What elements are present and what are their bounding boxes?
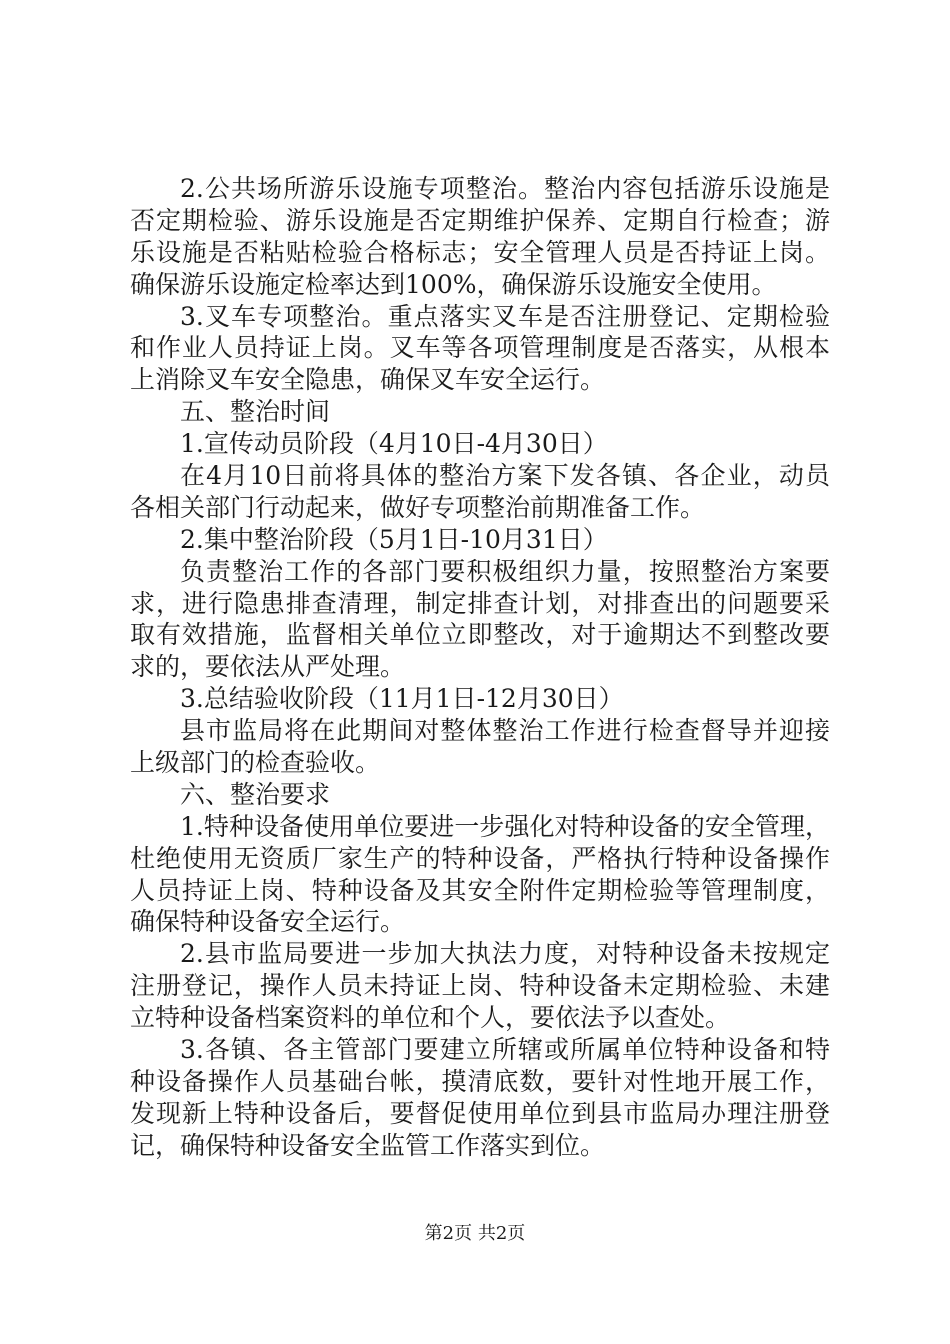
page-footer: 第2页 共2页 <box>424 1223 526 1244</box>
paragraph-line: 记，确保特种设备安全监管工作落实到位。 <box>130 1130 606 1160</box>
paragraph-line: 上消除叉车安全隐患，确保叉车安全运行。 <box>130 365 606 395</box>
paragraph-line: 在4月10日前将具体的整治方案下发各镇、各企业，动员 <box>180 461 830 491</box>
paragraph-line: 2.公共场所游乐设施专项整治。整治内容包括游乐设施是 <box>180 174 830 203</box>
paragraph-line: 确保游乐设施定检率达到100%，确保游乐设施安全使用。 <box>130 269 777 299</box>
section-heading: 六、整治要求 <box>180 779 331 809</box>
paragraph-line: 确保特种设备安全运行。 <box>130 907 406 937</box>
subsection-heading: 2.集中整治阶段（5月1日-10月31日） <box>180 524 608 554</box>
paragraph-line: 取有效措施，监督相关单位立即整改，对于逾期达不到整改要 <box>130 620 830 650</box>
paragraph-line: 3.叉车专项整治。重点落实叉车是否注册登记、定期检验 <box>180 301 830 331</box>
paragraph-line: 上级部门的检查验收。 <box>130 748 381 778</box>
paragraph-line: 注册登记，操作人员未持证上岗、特种设备未定期检验、未建 <box>130 971 830 1001</box>
subsection-heading: 3.总结验收阶段（11月1日-12月30日） <box>180 684 624 714</box>
paragraph-line: 县市监局将在此期间对整体整治工作进行检查督导并迎接 <box>180 716 830 746</box>
paragraph-line: 种设备操作人员基础台帐，摸清底数，要针对性地开展工作， <box>130 1066 830 1096</box>
paragraph-line: 求的，要依法从严处理。 <box>130 652 406 682</box>
paragraph-line: 2.县市监局要进一步加大执法力度，对特种设备未按规定 <box>180 939 830 969</box>
paragraph-line: 各相关部门行动起来，做好专项整治前期准备工作。 <box>130 492 706 522</box>
paragraph-line: 求，进行隐患排查清理，制定排查计划，对排查出的问题要采 <box>130 588 830 618</box>
paragraph-line: 和作业人员持证上岗。叉车等各项管理制度是否落实，从根本 <box>130 333 830 363</box>
paragraph-line: 乐设施是否粘贴检验合格标志；安全管理人员是否持证上岗。 <box>130 237 830 267</box>
section-heading: 五、整治时间 <box>180 397 331 427</box>
paragraph-line: 3.各镇、各主管部门要建立所辖或所属单位特种设备和特 <box>180 1035 830 1065</box>
paragraph-line: 负责整治工作的各部门要积极组织力量，按照整治方案要 <box>180 556 830 586</box>
paragraph-line: 发现新上特种设备后，要督促使用单位到县市监局办理注册登 <box>130 1098 830 1128</box>
paragraph-line: 杜绝使用无资质厂家生产的特种设备，严格执行特种设备操作 <box>130 843 830 873</box>
subsection-heading: 1.宣传动员阶段（4月10日-4月30日） <box>180 429 608 459</box>
paragraph-line: 否定期检验、游乐设施是否定期维护保养、定期自行检查；游 <box>130 205 830 235</box>
document-body <box>130 173 830 1162</box>
paragraph-line: 立特种设备档案资料的单位和个人，要依法予以查处。 <box>130 1003 731 1033</box>
paragraph-line: 人员持证上岗、特种设备及其安全附件定期检验等管理制度， <box>130 875 830 905</box>
paragraph-line: 1.特种设备使用单位要进一步强化对特种设备的安全管理， <box>180 811 830 841</box>
